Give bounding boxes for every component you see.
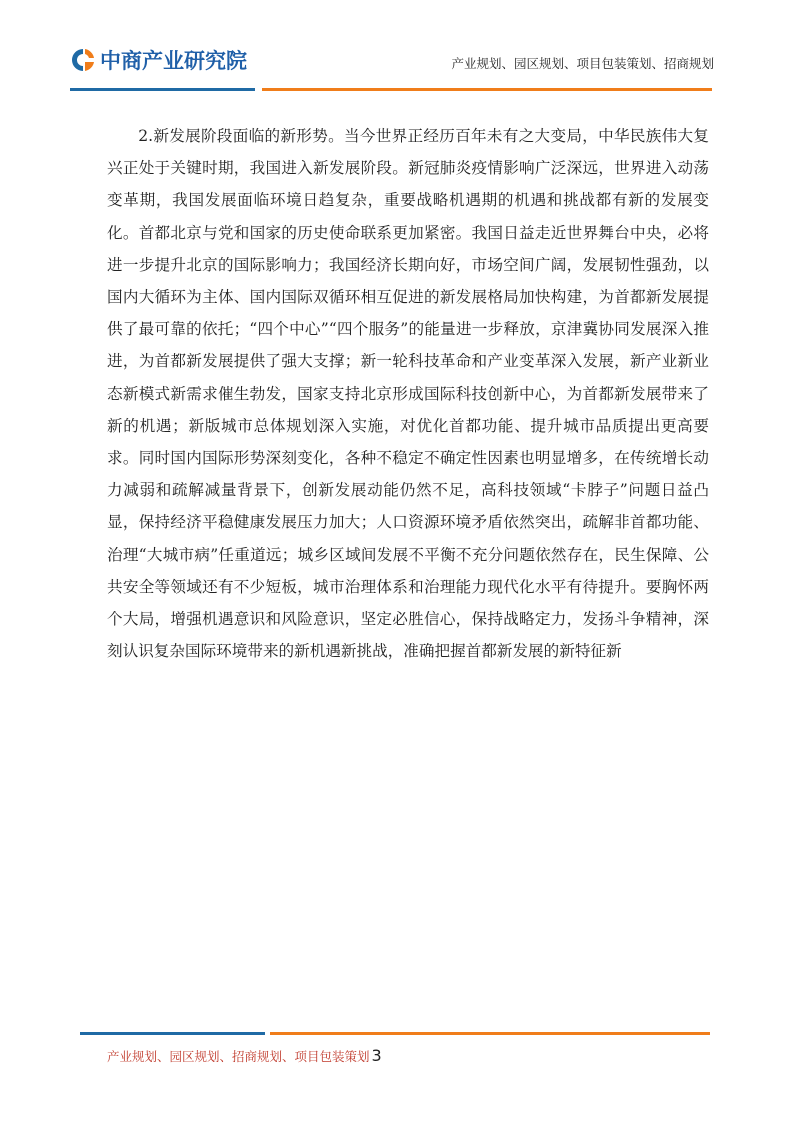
- page-number: 3: [371, 1046, 382, 1065]
- footer-rule-orange: [270, 1032, 710, 1035]
- company-logo-icon: [70, 47, 96, 73]
- header-tagline: 产业规划、园区规划、项目包装策划、招商规划: [451, 56, 714, 71]
- footer-tagline-text: 产业规划、园区规划、招商规划、项目包装策划: [107, 1049, 370, 1064]
- header-rule-blue: [70, 88, 255, 91]
- body-paragraph: 2.新发展阶段面临的新形势。当今世界正经历百年未有之大变局，中华民族伟大复兴正处于关键时期，我国进入新发展阶段。新冠肺炎疫情影响广泛深远，世界进入动荡变革期，我国发展面临环境日趋复杂，重要战略机遇期的机遇和挑战都有新的发展变化。首都北京与党和国家的历史使命联系更加紧密。我国日益走近世界舞台中央，必将进一步提升北京的国际影响力；我国经济长期向好，市场空间广阔，发展韧性强劲，以国内大循环为主体、国内国际双循环相互促进的新发展格局加快构建，为首都新发展提供了最可靠的依托；“四个中心”“四个服务”的能量进一步释放，京津冀协同发展深入推进，为首都新发展提供了强大支撑；新一轮科技革命和产业变革深入发展，新产业新业态新模式新需求催生勃发，国家支持北京形成国际科技创新中心，为首都新发展带来了新的机遇；新版城市总体规划深入实施，对优化首都功能、提升城市品质提出更高要求。同时国内国际形势深刻变化，各种不稳定不确定性因素也明显增多，在传统增长动力减弱和疏解减量背景下，创新发展动能仍然不足，高科技领域“卡脖子”问题日益凸显，保持经济平稳健康发展压力加大；人口资源环境矛盾依然突出，疏解非首都功能、治理“大城市病”任重道远；城乡区域间发展不平衡不充分问题依然存在，民生保障、公共安全等领域还有不少短板，城市治理体系和治理能力现代化水平有待提升。要胸怀两个大局，增强机遇意识和风险意识，坚定必胜信心，保持战略定力，发扬斗争精神，深刻认识复杂国际环境带来的新机遇新挑战，准确把握首都新发展的新特征新: [107, 127, 709, 661]
- footer-tagline: [107, 1046, 382, 1065]
- page-header: [0, 0, 800, 100]
- footer-rule-blue: [80, 1032, 265, 1035]
- header-rule-orange: [262, 88, 712, 91]
- main-content: [107, 120, 709, 667]
- company-logo: [70, 44, 247, 76]
- logo-text: 中商产业研究院: [100, 49, 247, 73]
